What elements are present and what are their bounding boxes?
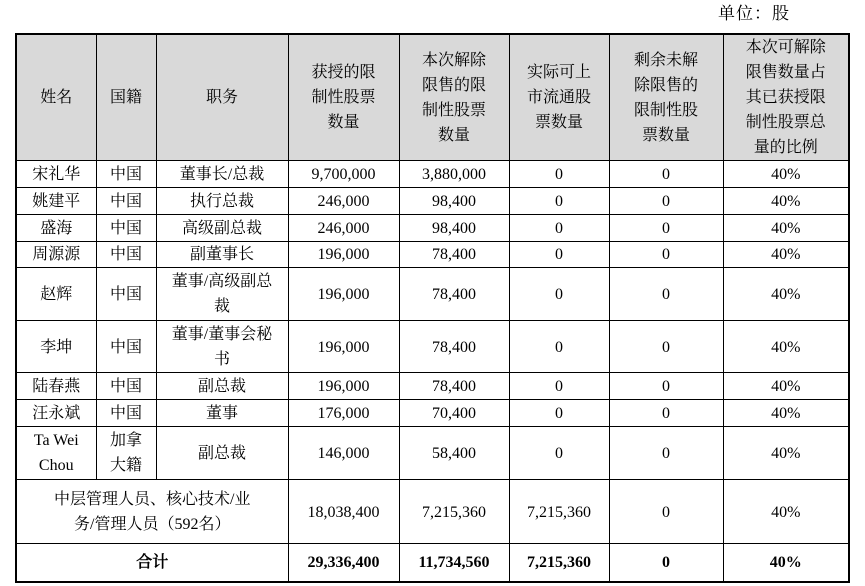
unit-label: 单位：股 [718,4,790,23]
row-label-cell: 盛海 [16,214,96,241]
table-cell: 40% [723,187,849,214]
table-row [16,544,849,582]
table-cell: 40% [723,161,849,188]
table-cell: 0 [509,373,609,400]
table-cell: 11,734,560 [399,544,509,582]
table-cell: 146,000 [288,427,399,480]
header-row [16,34,849,161]
row-label-cell: Ta Wei Chou [16,427,96,480]
table-cell: 中国 [96,241,156,268]
row-label-cell: 陆春燕 [16,373,96,400]
header-cell: 本次可解除限售数量占其已获授限制性股票总量的比例 [723,34,849,161]
table-cell: 40% [723,400,849,427]
table-cell: 中国 [96,400,156,427]
table-cell: 0 [609,400,723,427]
table-cell: 3,880,000 [399,161,509,188]
table-cell: 0 [609,268,723,321]
table-cell: 0 [509,161,609,188]
row-label-cell: 赵辉 [16,268,96,321]
table-cell: 中国 [96,373,156,400]
table-cell: 0 [609,427,723,480]
table-row [16,400,849,427]
table-cell: 7,215,360 [509,544,609,582]
table-cell: 70,400 [399,400,509,427]
table-cell: 0 [609,373,723,400]
table-cell: 董事/董事会秘书 [156,321,288,373]
header-cell: 本次解除限售的限制性股票数量 [399,34,509,161]
table-cell: 副董事长 [156,241,288,268]
table-row [16,427,849,480]
table-row [16,187,849,214]
header-cell: 获授的限制性股票数量 [288,34,399,161]
table-cell: 196,000 [288,321,399,373]
table-cell: 0 [509,187,609,214]
row-label-cell: 宋礼华 [16,161,96,188]
table-cell: 0 [509,321,609,373]
table-cell: 7,215,360 [509,480,609,544]
table-cell: 中国 [96,187,156,214]
table-cell: 加拿大籍 [96,427,156,480]
table-cell: 246,000 [288,187,399,214]
table-cell: 78,400 [399,268,509,321]
table-cell: 高级副总裁 [156,214,288,241]
table-cell: 中国 [96,161,156,188]
table-cell: 0 [609,321,723,373]
row-label-cell: 周源源 [16,241,96,268]
table-row [16,268,849,321]
table-cell: 0 [509,268,609,321]
row-label-cell: 中层管理人员、核心技术/业务/管理人员（592名） [16,480,288,544]
table-cell: 董事长/总裁 [156,161,288,188]
header-cell: 剩余未解除限售的限制性股票数量 [609,34,723,161]
table-row [16,161,849,188]
table-cell: 0 [609,241,723,268]
table-cell: 0 [609,187,723,214]
row-label-cell: 姚建平 [16,187,96,214]
table-cell: 98,400 [399,214,509,241]
table-cell: 40% [723,544,849,582]
row-label-cell: 合计 [16,544,288,582]
table-cell: 40% [723,321,849,373]
table-cell: 副总裁 [156,373,288,400]
table-cell: 18,038,400 [288,480,399,544]
table-cell: 中国 [96,268,156,321]
table-cell: 0 [509,241,609,268]
table-cell: 196,000 [288,241,399,268]
table-cell: 176,000 [288,400,399,427]
table-cell: 副总裁 [156,427,288,480]
table-cell: 执行总裁 [156,187,288,214]
table-cell: 40% [723,373,849,400]
table-cell: 董事 [156,400,288,427]
table-cell: 98,400 [399,187,509,214]
table-cell: 0 [609,214,723,241]
row-label-cell: 汪永斌 [16,400,96,427]
table-cell: 40% [723,427,849,480]
table-cell: 78,400 [399,241,509,268]
table-cell: 78,400 [399,321,509,373]
table-cell: 0 [609,161,723,188]
table-row [16,321,849,373]
header-cell: 国籍 [96,34,156,161]
table-cell: 7,215,360 [399,480,509,544]
table-row [16,480,849,544]
table-cell: 0 [509,214,609,241]
table-row [16,214,849,241]
table-cell: 40% [723,214,849,241]
table-cell: 0 [509,427,609,480]
table-header [16,34,849,161]
table-cell: 29,336,400 [288,544,399,582]
table-cell: 董事/高级副总裁 [156,268,288,321]
table-body [16,161,849,582]
table-cell: 40% [723,241,849,268]
table-cell: 78,400 [399,373,509,400]
table-cell: 246,000 [288,214,399,241]
header-cell: 姓名 [16,34,96,161]
table-cell: 中国 [96,214,156,241]
table-cell: 40% [723,480,849,544]
table-cell: 196,000 [288,373,399,400]
table-cell: 196,000 [288,268,399,321]
header-cell: 实际可上市流通股票数量 [509,34,609,161]
table-cell: 0 [509,400,609,427]
table-cell: 9,700,000 [288,161,399,188]
table-cell: 0 [609,480,723,544]
share-unlock-table [15,33,850,583]
table-cell: 58,400 [399,427,509,480]
table-row [16,241,849,268]
table-cell: 0 [609,544,723,582]
table-row [16,373,849,400]
row-label-cell: 李坤 [16,321,96,373]
table-cell: 中国 [96,321,156,373]
table-cell: 40% [723,268,849,321]
header-cell: 职务 [156,34,288,161]
